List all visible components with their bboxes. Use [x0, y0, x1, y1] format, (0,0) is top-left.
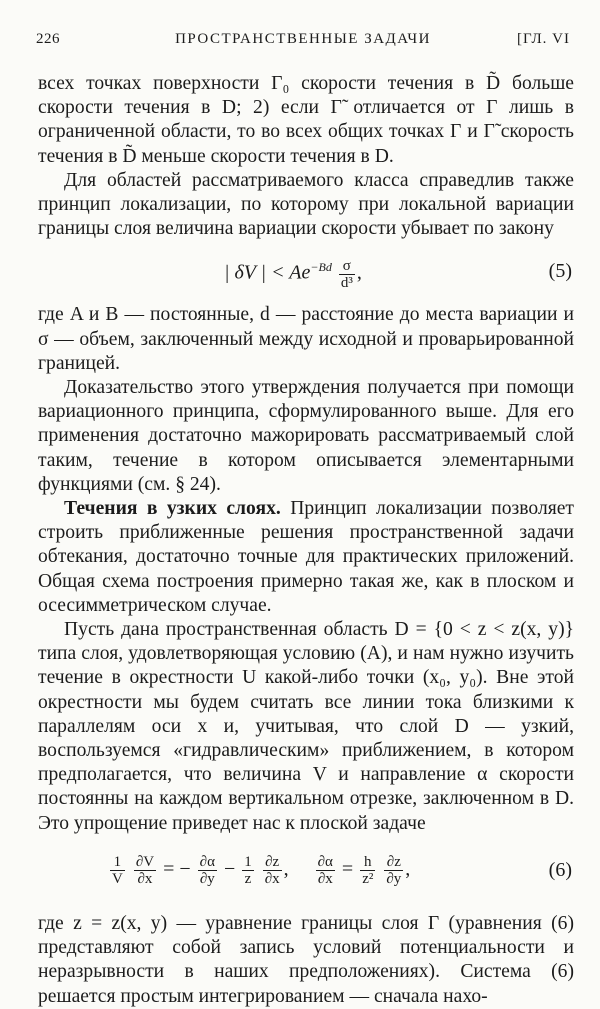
- paragraph-6: Пусть дана пространственная область D = {0 < z < z(x, y)} типа слоя, удовлетворяющая условию (A), и нам нужно изучить течение в окрестности U какой-либо точки (x₀, y₀). Вне этой окрестности мы будем считать все линии тока близкими к параллелям оси x и, учитывая, что слой D — узкий, воспользуемся «гидравлическим» приближением, в котором предполагается, что величина V и направление α скорости постоянны на каждом вертикальном отрезке, заключенном в D. Это упрощение приведет нас к плоской задаче: [38, 619, 574, 834]
- eq6-f7-num: h: [360, 854, 375, 871]
- page-number: 226: [36, 31, 60, 47]
- page-body: [38, 72, 574, 1009]
- eq6-frac-4: [242, 854, 254, 887]
- eq6-f1-num: 1: [110, 854, 125, 871]
- eq6-f5-num: ∂z: [263, 854, 282, 871]
- eq6-f1-den: V: [112, 870, 123, 887]
- eq6-equals-minus: = −: [163, 857, 191, 880]
- eq5-numerator: σ: [339, 258, 355, 275]
- paragraph-2: Для областей рассматриваемого класса справедлив также принцип локализации, по которому при локальной вариации границы слоя величина вариации скорости убывает по закону: [38, 169, 574, 240]
- eq6-frac-5: [263, 854, 282, 887]
- eq6-equals: =: [341, 857, 354, 880]
- eq6-frac-3: [198, 854, 217, 887]
- equation-5-number: (5): [548, 260, 572, 283]
- eq6-frac-7: [360, 854, 375, 887]
- eq6-frac-6: [316, 854, 335, 887]
- eq6-f8-den: ∂y: [386, 870, 402, 887]
- section-heading: Течения в узких слоях.: [64, 498, 281, 520]
- eq6-separator: ,: [283, 857, 289, 880]
- eq6-f7-den: z²: [362, 870, 374, 887]
- equation-6: [38, 846, 574, 900]
- eq6-f8-num: ∂z: [384, 854, 403, 871]
- equation-5: [38, 247, 574, 297]
- equation-6-formula: [108, 854, 410, 887]
- paragraph-1: всех точках поверхности Γ₀ скорости течения в D̃ больше скорости течения в D; 2) если Γ̃ отличается от Γ лишь в ограниченной области, то во всех общих точках Γ и Γ̃ скорость течения в D̃ меньше скорости течения в D.: [38, 73, 574, 167]
- equation-6-number: (6): [548, 858, 572, 881]
- eq6-f3-num: ∂α: [199, 853, 215, 870]
- chapter-title: ПРОСТРАНСТВЕННЫЕ ЗАДАЧИ: [175, 31, 431, 47]
- eq6-f5-den: ∂x: [264, 870, 280, 887]
- eq6-tail: ,: [405, 857, 411, 880]
- eq5-lhs: | δV | < Ae: [224, 262, 311, 285]
- paragraph-4: Доказательство этого утверждения получается при помощи вариационного принципа, сформулированного выше. Для его применения достаточно мажорировать рассматриваемый слой таким, течение в котором описывается элементарными функциями (см. § 24).: [38, 377, 574, 495]
- eq6-f6-num: ∂α: [317, 853, 333, 870]
- eq6-frac-8: [384, 854, 403, 887]
- eq6-f6-den: ∂x: [317, 870, 333, 887]
- eq6-f4-num: 1: [244, 853, 252, 870]
- eq5-denominator: d³: [340, 274, 353, 291]
- eq6-f3-den: ∂y: [199, 870, 215, 887]
- paragraph-5: [38, 497, 574, 618]
- equation-5-formula: [224, 255, 362, 291]
- eq6-frac-1: [110, 854, 125, 887]
- eq5-tail: ,: [356, 262, 362, 285]
- eq6-f2-num: ∂V: [135, 853, 155, 870]
- paragraph-3: где A и B — постоянные, d — расстояние до места вариации и σ — объем, заключенный между исходной и проварьированной границей.: [38, 304, 574, 374]
- eq6-frac-2: [134, 854, 156, 887]
- eq5-exponent: −Bd: [310, 260, 332, 275]
- chapter-reference: [ГЛ. VI: [516, 31, 570, 47]
- eq5-fraction: [339, 258, 355, 291]
- paragraph-5-text: Принцип локализации позволяет строить приближенные решения пространственной задачи обтекания, достаточно точные для практических приложений. Общая схема построения примерно такая же, как в плоском и осесимметрическом случае.: [38, 498, 574, 616]
- eq6-f2-den: ∂x: [137, 870, 153, 887]
- eq6-f4-den: z: [244, 870, 252, 887]
- running-header: [36, 31, 570, 53]
- paragraph-7: где z = z(x, y) — уравнение границы слоя Γ (уравнения (6) представляют собой запись условий потенциальности и неразрывности в наших предположениях). Система (6) решается простым интегрированием — сначала нахо-: [38, 912, 574, 1007]
- eq6-minus: −: [223, 857, 236, 880]
